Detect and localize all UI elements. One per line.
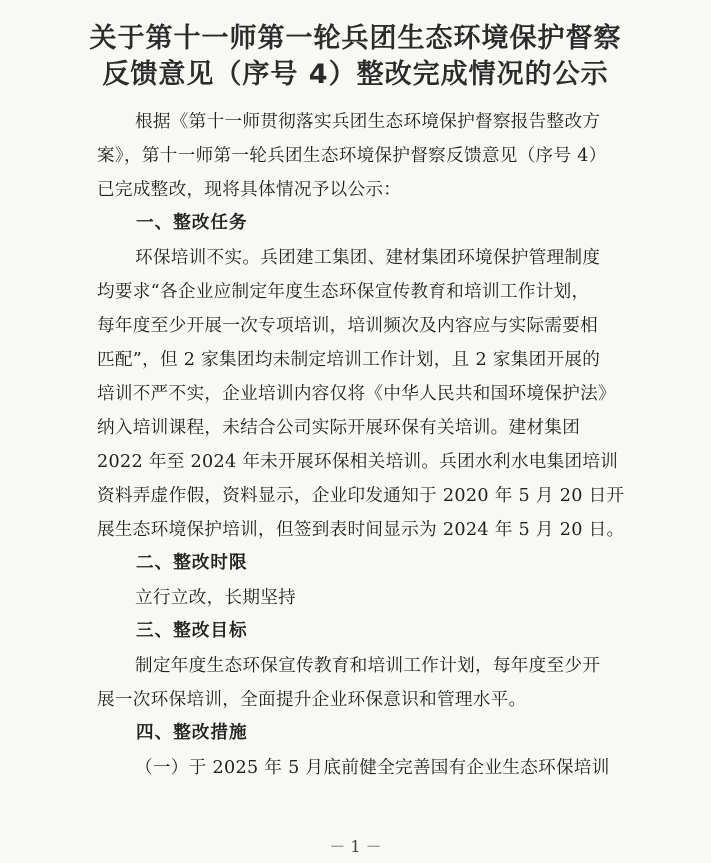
goal-line-1: 制定年度生态环保宣传教育和培训工作计划，每年度至少开 xyxy=(135,656,601,676)
task-line-4: 匹配”，但 2 家集团均未制定培训工作计划，且 2 家集团开展的 xyxy=(97,350,601,370)
section-heading-measures: 四、整改措施 xyxy=(136,723,248,743)
measures-line-1: （一）于 2025 年 5 月底前健全完善国有企业生态环保培训 xyxy=(135,758,610,778)
task-line-1: 环保培训不实。兵团建工集团、建材集团环境保护管理制度 xyxy=(135,248,601,268)
task-line-9: 展生态环境保护培训，但签到表时间显示为 2024 年 5 月 20 日。 xyxy=(97,520,625,540)
intro-line-2: 案》，第十一师第一轮兵团生态环境保护督察反馈意见（序号 4） xyxy=(97,146,607,166)
section-heading-task: 一、整改任务 xyxy=(136,213,248,233)
document-title-line-1: 关于第十一师第一轮兵团生态环境保护督察 xyxy=(89,23,622,54)
goal-line-2: 展一次环保培训，全面提升企业环保意识和管理水平。 xyxy=(97,690,527,710)
task-line-8: 资料弄虚作假，资料显示，企业印发通知于 2020 年 5 月 20 日开 xyxy=(97,486,625,506)
task-line-5: 培训不严不实，企业培训内容仅将《中华人民共和国环境保护法》 xyxy=(97,384,616,404)
task-line-2: 均要求“各企业应制定年度生态环保宣传教育和培训工作计划， xyxy=(97,282,590,302)
section-heading-goal: 三、整改目标 xyxy=(136,621,248,641)
task-line-6: 纳入培训课程，未结合公司实际开展环保有关培训。建材集团 xyxy=(97,418,581,438)
task-line-3: 每年度至少开展一次专项培训，培训频次及内容应与实际需要相 xyxy=(97,316,599,336)
page-number: － 1 － xyxy=(329,837,382,856)
deadline-line-1: 立行立改，长期坚持 xyxy=(135,588,297,608)
section-heading-deadline: 二、整改时限 xyxy=(136,553,248,573)
task-line-7: 2022 年至 2024 年未开展环保相关培训。兵团水利水电集团培训 xyxy=(97,452,619,472)
document-title-line-2: 反馈意见（序号 4）整改完成情况的公示 xyxy=(102,59,609,90)
intro-line-1: 根据《第十一师贯彻落实兵团生态环境保护督察报告整改方 xyxy=(135,112,601,132)
intro-line-3: 已完成整改，现将具体情况予以公示： xyxy=(97,180,402,200)
